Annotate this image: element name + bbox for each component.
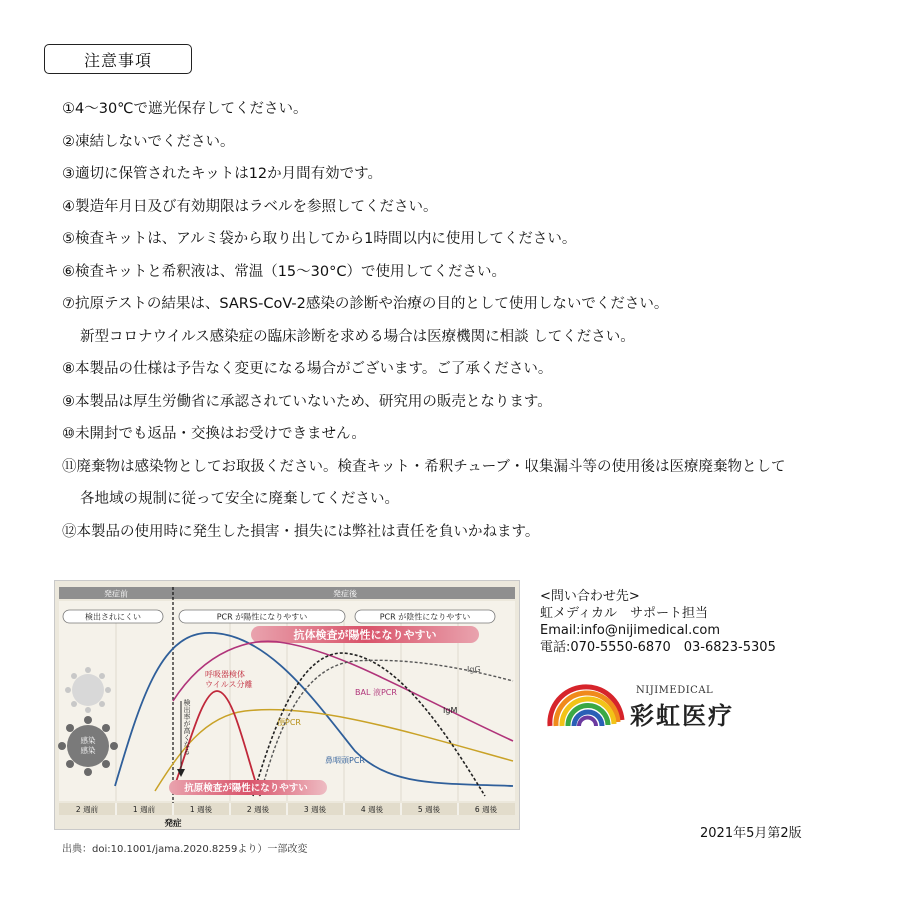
timeline-label: 5 週後 [417,805,441,814]
contact-company: 虹メディカル サポート担当 [540,606,708,621]
edition-label: 2021年5月第2版 [700,826,802,841]
phase-before-label: 発症前 [104,589,128,599]
bal-pcr-label: BAL 液PCR [355,688,397,697]
contact-heading: <問い合わせ先> [540,589,640,604]
note-item-continuation: 新型コロナウイルス感染症の臨床診断を求める場合は医療機関に相談 してください。 [80,328,635,345]
note-item: ⑥検査キットと希釈液は、常温（15～30°C）で使用してください。 [62,263,506,280]
note-item: ③適切に保管されたキットは12か月間有効です。 [62,166,382,182]
pcr-negative-label: PCR が陰性になりやすい [379,612,471,622]
logo-subtitle: NIJIMEDICAL [636,685,714,696]
note-item: ⑩未開封でも返品・交換はお受けできません。 [62,426,366,442]
antibody-label: 抗体検査が陽性になりやすい [293,628,437,642]
contact-block [540,588,776,656]
infection-timeline-figure [54,580,520,830]
note-item: ⑨本製品は厚生労働省に承認されていないため、研究用の販売となります。 [62,393,552,410]
note-item: ②凍結しないでください。 [62,133,235,150]
timeline-label: 1 週後 [189,805,213,814]
contact-phone: 電話:070-5550-6870 03-6823-5305 [540,640,776,655]
precautions-list [62,96,882,551]
note-item-continuation: 各地域の規制に従って安全に廃棄してください。 [80,491,399,507]
note-item: ⑧本製品の仕様は予告なく変更になる場合がございます。ご了承ください。 [62,361,553,377]
timeline-label: 2 週前 [75,805,99,814]
stool-pcr-label: 便PCR [277,718,301,727]
hard-detect-label: 検出されにくい [85,612,141,622]
timeline-label: 4 週後 [360,805,384,814]
note-item: ⑤検査キットは、アルミ袋から取り出してから1時間以内に使用してください。 [62,231,577,247]
note-item: ⑫本製品の使用時に発生した損害・損失には弊社は責任を負いかねます。 [62,523,540,540]
company-logo [546,682,756,732]
infection-label: 感染感染 [80,736,96,755]
note-item: ⑦抗原テストの結果は、SARS-CoV-2感染の診断や治療の目的として使用しないでください。 [62,296,669,312]
timeline-label: 3 週後 [303,805,327,814]
respiratory-label: 呼吸器検体ウイルス分離 [205,670,253,689]
timeline-label: 2 週後 [246,805,270,814]
igg-label: IgG [467,665,481,674]
figure-source: 出典：doi:10.1001/jama.2020.8259より）一部改変 [62,844,308,855]
detection-rate-label: 検出率が高くなる [183,699,191,755]
contact-email: Email:info@nijimedical.com [540,623,721,638]
onset-label: 発症 [164,819,182,829]
timeline-label: 1 週前 [132,805,156,814]
timeline-label: 6 週後 [474,805,498,814]
logo-name: 彩虹医疗 [630,702,734,730]
antigen-label: 抗原検査が陽性になりやすい [184,783,308,794]
note-item: ①4～30℃で遮光保存してください。 [62,101,308,117]
igm-label: IgM [443,706,458,715]
pcr-positive-label: PCR が陽性になりやすい [216,612,308,622]
note-item: ⑪廃棄物は感染物としてお取扱ください。検査キット・希釈チューブ・収集漏斗等の使用後は医療廃棄物として [62,458,786,475]
rainbow-icon [546,682,626,732]
infection-timeline-svg [55,581,519,829]
phase-after-label: 発症後 [333,589,357,599]
notes-title-box [44,44,192,74]
notes-title: 注意事項 [83,50,152,70]
nasal-pcr-label: 鼻咽頭PCR [325,756,365,765]
note-item: ④製造年月日及び有効期限はラベルを参照してください。 [62,198,438,215]
